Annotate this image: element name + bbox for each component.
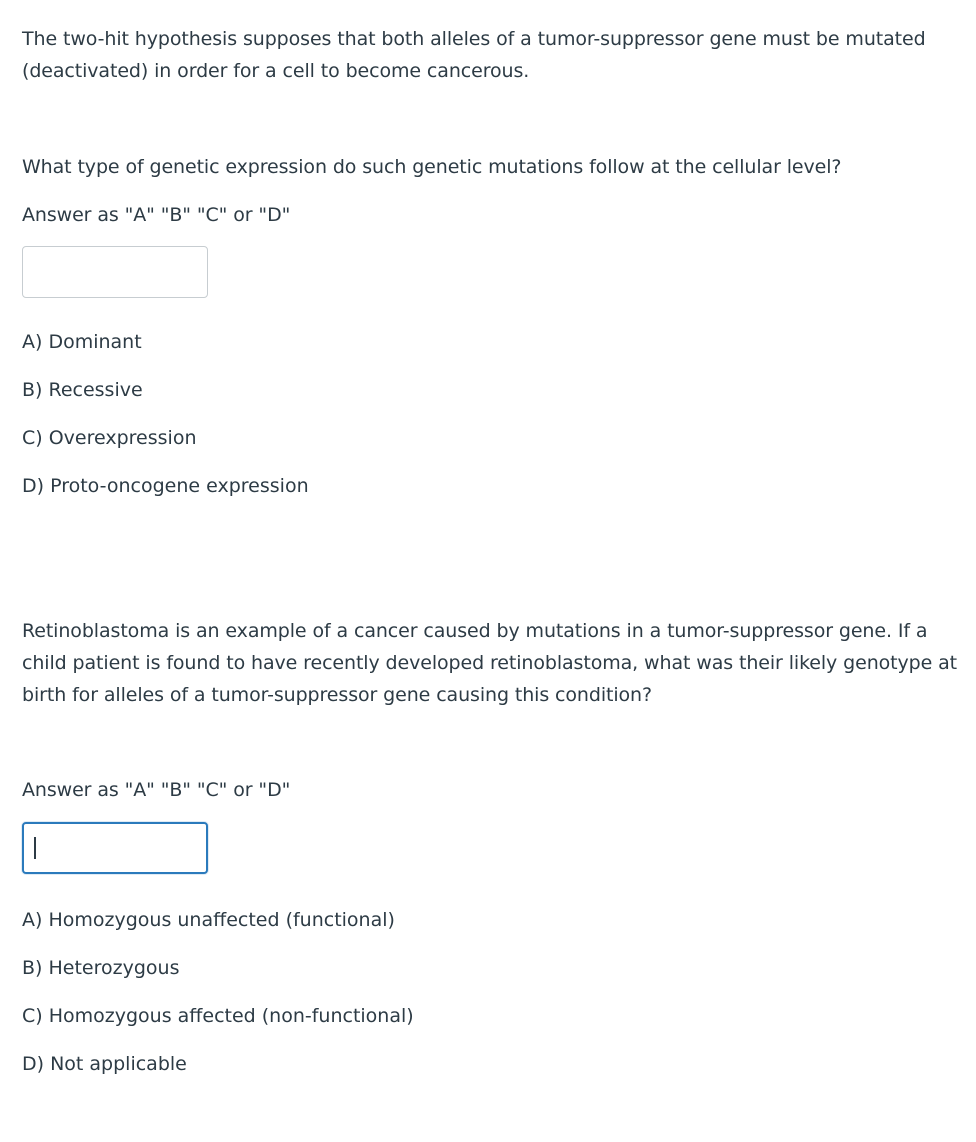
question-1-option-c: C) Overexpression bbox=[22, 427, 197, 449]
question-2-instruction: Answer as "A" "B" "C" or "D" bbox=[22, 779, 291, 801]
question-1-option-a: A) Dominant bbox=[22, 331, 142, 353]
question-2-intro: Retinoblastoma is an example of a cancer caused by mutations in a tumor-suppressor gene. If a child patient is found to have recently developed retinoblastoma, what was their likely genotype at birth for alleles of a tumor-suppressor gene causing this condition? bbox=[22, 620, 958, 706]
question-2-option-a: A) Homozygous unaffected (functional) bbox=[22, 909, 395, 931]
question-2-answer-input[interactable] bbox=[22, 822, 208, 874]
question-1-option-b: B) Recessive bbox=[22, 379, 143, 401]
question-2-option-c: C) Homozygous affected (non-functional) bbox=[22, 1005, 414, 1027]
question-1-option-d: D) Proto-oncogene expression bbox=[22, 475, 309, 497]
question-2-option-b: B) Heterozygous bbox=[22, 957, 180, 979]
question-2-option-d: D) Not applicable bbox=[22, 1053, 187, 1075]
question-1-instruction: Answer as "A" "B" "C" or "D" bbox=[22, 204, 291, 226]
question-1-answer-input[interactable] bbox=[22, 246, 208, 298]
text-caret bbox=[34, 837, 36, 859]
question-1-prompt: What type of genetic expression do such genetic mutations follow at the cellular level? bbox=[22, 156, 842, 178]
question-1-intro: The two-hit hypothesis supposes that both alleles of a tumor-suppressor gene must be mutated (deactivated) in order for a cell to become cancerous. bbox=[22, 28, 926, 82]
